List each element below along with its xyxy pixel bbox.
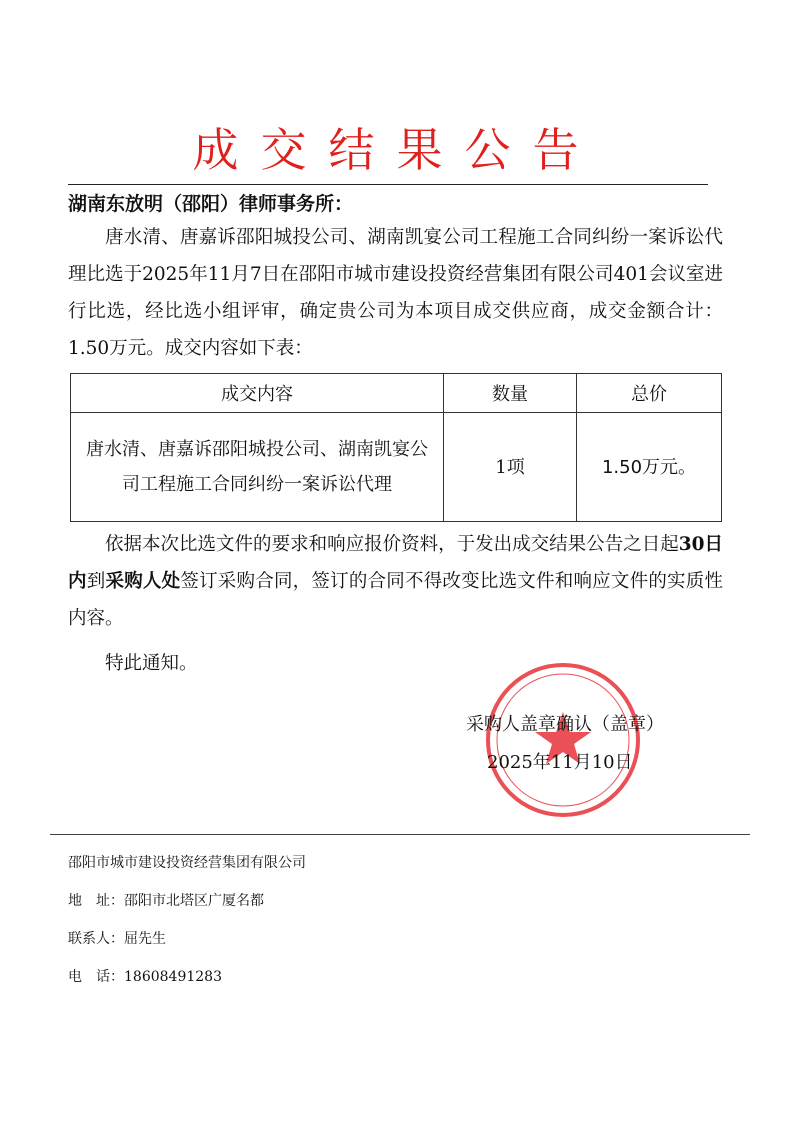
paragraph-2 [68, 526, 723, 637]
header-content: 成交内容 [71, 374, 444, 413]
cell-quantity: 1项 [444, 413, 577, 522]
signature-date: 2025年11月10日 [487, 752, 633, 773]
header-price: 总价 [577, 374, 722, 413]
footer-divider [50, 834, 750, 835]
header-quantity: 数量 [444, 374, 577, 413]
footer-company: 邵阳市城市建设投资经营集团有限公司 [68, 855, 306, 871]
title-divider [68, 184, 708, 185]
table-row [71, 413, 722, 522]
p2-location: 采购人处 [105, 571, 181, 592]
cell-price: 1.50万元。 [577, 413, 722, 522]
p2-deadline: 30日内 [68, 534, 723, 592]
document-title: 成交结果公告 [192, 123, 601, 177]
footer-phone: 电 话：18608491283 [68, 969, 222, 985]
p2-text-b: 到 [86, 571, 106, 592]
paragraph-1: 唐水清、唐嘉诉邵阳城投公司、湖南凯宴公司工程施工合同纠纷一案诉讼代理比选于2025年11月7日在邵阳市城市建设投资经营集团有限公司401会议室进行比选，经比选小组评审，确定贵公司为本项目成交供应商，成交金额合计：1.50万元。成交内容如下表： [68, 227, 723, 359]
p2-text-a: 依据本次比选文件的要求和响应报价资料，于发出成交结果公告之日起 [105, 534, 679, 555]
deal-table [70, 373, 722, 522]
p2-text-c: 签订采购合同，签订的合同不得改变比选文件和响应文件的实质性内容。 [68, 571, 723, 629]
signature-block [68, 690, 723, 810]
signature-line: 采购人盖章确认（盖章） [466, 714, 664, 735]
addressee: 湖南东放明（邵阳）律师事务所： [68, 193, 354, 215]
notice: 特此通知。 [105, 653, 198, 674]
footer-contact: 联系人：屈先生 [68, 931, 166, 947]
cell-content: 唐水清、唐嘉诉邵阳城投公司、湖南凯宴公司工程施工合同纠纷一案诉讼代理 [71, 413, 444, 522]
footer-address: 地 址：邵阳市北塔区广厦名都 [68, 893, 264, 909]
official-seal [483, 660, 643, 820]
table-header-row [71, 374, 722, 413]
